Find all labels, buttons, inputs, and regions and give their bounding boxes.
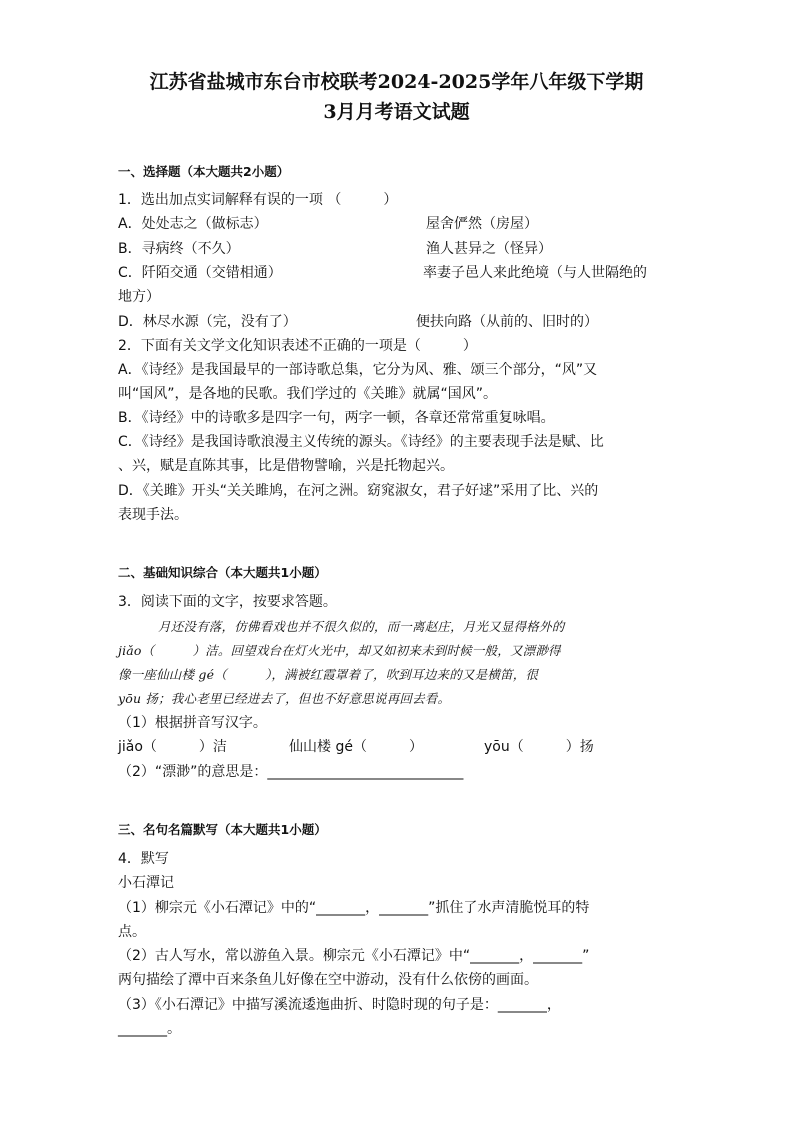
q3-stem: 3．阅读下面的文字，按要求答题。 <box>118 594 337 610</box>
q4-item2-line1: （2）古人写水，常以游鱼入景。柳宗元《小石潭记》中“_______，_______” <box>118 948 590 964</box>
q1-option-b: B．寻病终（不久） <box>118 241 240 257</box>
q1-option-c: C．阡陌交通（交错相通） <box>118 265 282 281</box>
q3-passage-line4: yōu 扬；我心老里已经进去了，但也不好意思说再回去看。 <box>118 691 451 706</box>
q1-option-c-cont: 地方） <box>118 289 160 305</box>
q2-option-c-line1: C．《诗经》是我国诗歌浪漫主义传统的源头。《诗经》的主要表现手法是赋、比 <box>118 434 604 450</box>
q2-option-b: B．《诗经》中的诗歌多是四字一句，两字一顿，各章还常常重复咏唱。 <box>118 410 555 426</box>
section-heading-basics: 二、基础知识综合（本大题共1小题） <box>118 565 327 580</box>
q2-stem: 2．下面有关文学文化知识表述不正确的一项是（ ） <box>118 338 477 354</box>
q1-option-a: A．处处志之（做标志） <box>118 216 268 232</box>
q2-option-a-line1: A．《诗经》是我国最早的一部诗歌总集，它分为风、雅、颂三个部分，“风”又 <box>118 362 598 378</box>
q3-blank-jiao: jiǎo（ ）洁 <box>118 739 227 755</box>
q1-option-d-right: 便扶向路（从前的、旧时的） <box>416 314 598 330</box>
section-heading-recitation: 三、名句名篇默写（本大题共1小题） <box>118 822 327 837</box>
q4-item1-line1: （1）柳宗元《小石潭记》中的“_______，_______”抓住了水声清脆悦耳的特 <box>118 900 590 916</box>
q4-item3-line2: _______。 <box>118 1021 181 1037</box>
q1-option-d: D．林尽水源（完，没有了） <box>118 314 297 330</box>
q1-option-b-right: 渔人甚异之（怪异） <box>426 241 552 257</box>
q4-item2-line2: 两句描绘了潭中百来条鱼儿好像在空中游动，没有什么依傍的画面。 <box>118 972 538 988</box>
q3-passage-line2: jiǎo（ ）洁。回望戏台在灯火光中，却又如初来未到时候一般，又漂渺得 <box>118 643 561 658</box>
page-title-line1: 江苏省盐城市东台市校联考2024-2025学年八年级下学期 <box>149 71 644 93</box>
section-heading-choice: 一、选择题（本大题共2小题） <box>118 164 290 179</box>
q4-item3-line1: （3）《小石潭记》中描写溪流逶迤曲折、时隐时现的句子是：_______， <box>118 997 561 1013</box>
q2-option-d-line2: 表现手法。 <box>118 507 188 523</box>
q2-option-c-line2: 、兴，赋是直陈其事，比是借物譬喻，兴是托物起兴。 <box>118 458 454 474</box>
q1-stem: 1．选出加点实词解释有误的一项 （ ） <box>118 192 398 208</box>
q3-blank-you: yōu（ ）扬 <box>484 739 594 755</box>
q1-option-a-right: 屋舍俨然（房屋） <box>426 216 538 232</box>
q3-sub2: （2）“漂渺”的意思是：____________________________ <box>118 764 464 780</box>
q2-option-a-line2: 叫“国风”，是各地的民歌。我们学过的《关雎》就属“国风”。 <box>118 386 498 402</box>
q3-blank-ge: 仙山楼 gé（ ） <box>289 739 423 755</box>
q3-passage-line3: 像一座仙山楼 gé（ ），满被红霞罩着了，吹到耳边来的又是横笛，很 <box>118 667 539 682</box>
q3-sub1: （1）根据拼音写汉字。 <box>118 715 267 731</box>
q4-stem: 4．默写 <box>118 851 169 867</box>
q1-option-c-right: 率妻子邑人来此绝境（与人世隔绝的 <box>423 265 647 281</box>
q2-option-d-line1: D．《关雎》开头“关关雎鸠，在河之洲。窈窕淑女，君子好逑”采用了比、兴的 <box>118 483 599 499</box>
page-title-line2: 3月月考语文试题 <box>323 101 470 123</box>
q3-passage-line1: 月还没有落，仿佛看戏也并不很久似的，而一离赵庄，月光又显得格外的 <box>158 619 565 634</box>
q4-subtitle: 小石潭记 <box>118 875 174 891</box>
q4-item1-line2: 点。 <box>118 924 146 940</box>
